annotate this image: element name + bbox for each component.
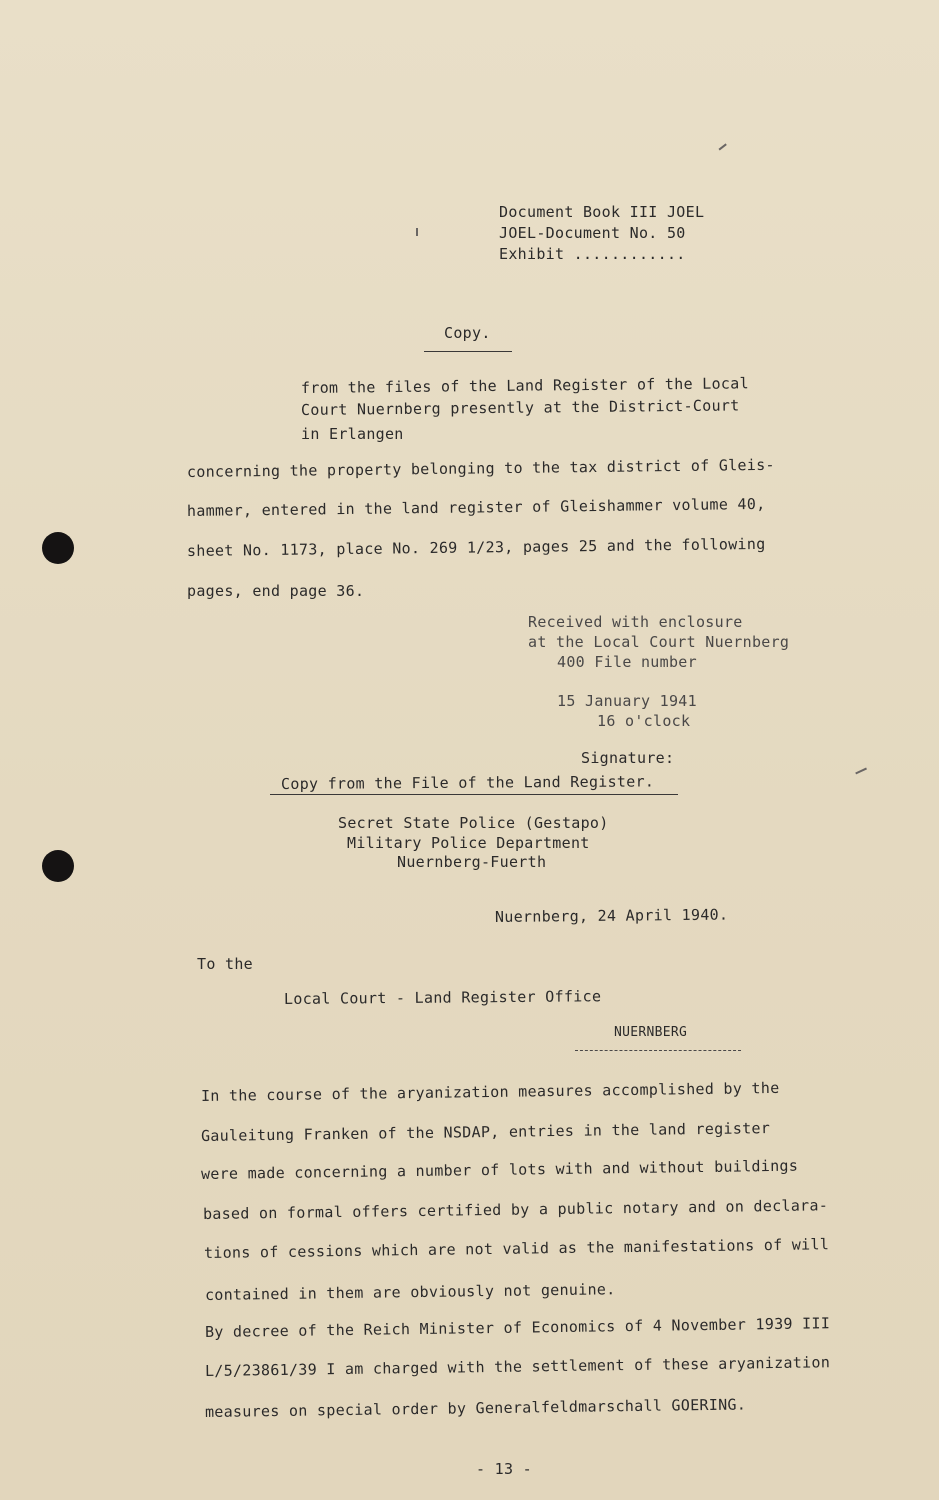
receipt-date: 15 January 1941 — [557, 692, 697, 710]
pen-mark — [855, 768, 867, 774]
recipient-city-underline — [575, 1050, 741, 1051]
source-line-1: from the files of the Land Register of the Local — [300, 374, 749, 397]
recipient-city: NUERNBERG — [614, 1025, 688, 1040]
page-number: - 13 - — [476, 1460, 532, 1478]
property-line-3: sheet No. 1173, place No. 269 1/23, pages 25 and the following — [186, 534, 766, 560]
body-line-7: By decree of the Reich Minister of Economics of 4 November 1939 III — [204, 1314, 831, 1341]
recipient-office: Local Court - Land Register Office — [283, 987, 602, 1008]
body-line-9: measures on special order by Generalfeldmarschall GOERING. — [204, 1395, 747, 1421]
copy-heading-underline — [270, 794, 678, 795]
punch-hole-bottom — [42, 850, 74, 882]
title-underline — [424, 351, 512, 352]
sender-line-3: Nuernberg-Fuerth — [397, 853, 547, 871]
pen-mark — [416, 228, 418, 236]
punch-hole-top — [42, 532, 74, 564]
copy-heading: Copy from the File of the Land Register. — [280, 772, 655, 793]
property-line-1: concerning the property belonging to the tax district of Gleis- — [186, 455, 775, 481]
body-line-2: Gauleitung Franken of the NSDAP, entries in the land register — [200, 1119, 771, 1145]
property-line-2: hammer, entered in the land register of Gleishammer volume 40, — [186, 494, 766, 520]
receipt-line-3: 400 File number — [557, 653, 697, 671]
recipient-to: To the — [197, 955, 253, 973]
body-line-4: based on formal offers certified by a public notary and on declara- — [202, 1196, 829, 1223]
pen-mark — [718, 143, 726, 150]
receipt-line-1: Received with enclosure — [528, 613, 743, 631]
receipt-signature: Signature: — [581, 749, 675, 767]
header-line-document-number: JOEL-Document No. 50 — [499, 224, 686, 242]
property-line-4: pages, end page 36. — [187, 582, 365, 600]
receipt-time: 16 o'clock — [597, 712, 691, 730]
body-line-1: In the course of the aryanization measures accomplished by the — [200, 1078, 780, 1105]
source-line-3: in Erlangen — [301, 425, 404, 443]
body-line-5: tions of cessions which are not valid as the manifestations of will — [203, 1235, 830, 1262]
body-line-6: contained in them are obviously not genuine. — [204, 1280, 616, 1304]
body-line-3: were made concerning a number of lots with and without buildings — [200, 1156, 799, 1183]
header-line-book: Document Book III JOEL — [499, 203, 705, 221]
date-line: Nuernberg, 24 April 1940. — [494, 905, 729, 926]
sender-line-2: Military Police Department — [347, 834, 590, 852]
body-line-8: L/5/23861/39 I am charged with the settlement of these aryanization — [204, 1353, 831, 1380]
sender-line-1: Secret State Police (Gestapo) — [338, 814, 609, 832]
receipt-line-2: at the Local Court Nuernberg — [528, 633, 790, 651]
source-line-2: Court Nuernberg presently at the District-Court — [300, 396, 740, 419]
header-line-exhibit: Exhibit ............ — [499, 245, 686, 263]
copy-title: Copy. — [444, 324, 491, 342]
